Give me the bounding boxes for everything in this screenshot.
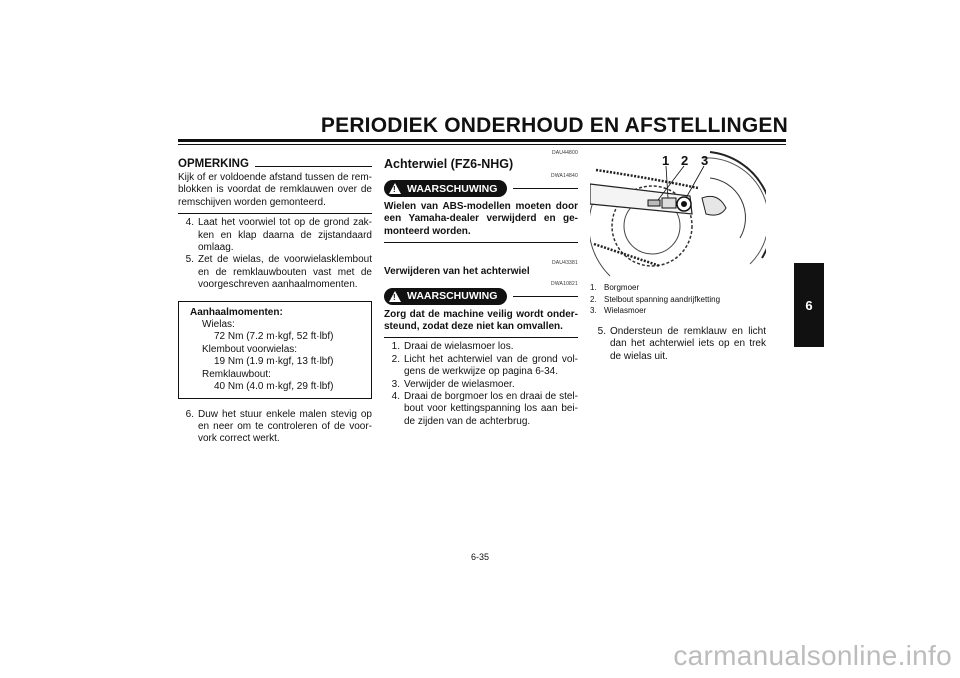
warning-banner	[384, 288, 578, 305]
section-title: Achterwiel (FZ6-NHG)	[384, 157, 514, 171]
note-end-rule	[178, 213, 372, 214]
step-text: Laat het voorwiel tot op de grond zak-ken en klap daarna de zijstandaard omlaag.	[198, 217, 372, 254]
rear-wheel-figure	[590, 148, 766, 280]
note-heading-row	[178, 158, 372, 170]
step-text: Verwijder de wielasmoer.	[404, 378, 515, 390]
right-column	[590, 282, 780, 363]
caption-number: 2.	[590, 294, 597, 304]
step-number: 6.	[185, 408, 194, 420]
caption-text: Borgmoer	[604, 283, 640, 292]
list-item	[178, 254, 372, 291]
caption-text: Stelbout spanning aandrijfketting	[604, 294, 721, 304]
chain-upper	[596, 170, 698, 188]
note-heading: OPMERKING	[178, 158, 249, 170]
header-rule-thin	[178, 144, 786, 145]
list-item	[384, 354, 578, 379]
swingarm	[590, 184, 692, 214]
step-text: Ondersteun de remklauw en licht dan het achterwiel iets op en trek de wielas uit.	[610, 325, 766, 362]
caption-number: 1.	[590, 283, 597, 292]
warning-triangle-icon: !	[389, 183, 401, 194]
axle-nut-center	[681, 201, 687, 207]
chapter-tab: 6	[794, 263, 824, 347]
watermark: carmanualsonline.info	[673, 640, 952, 671]
callout-3: 3	[701, 153, 709, 168]
step-text: Draai de borgmoer los en draai de stel-bout voor kettingspanning los aan bei-de zijden van de achterbrug.	[404, 391, 578, 427]
torque-label: Klembout voorwielas:	[202, 343, 298, 355]
step-text: Duw het stuur enkele malen stevig op en neer om te controleren of de voor-vork correct werkt.	[198, 408, 372, 445]
note-text: Kijk of er voldoende afstand tussen de rem-blokken is voordat de remklauwen over de remschijven worden gemonteerd.	[178, 172, 372, 208]
warning-text: Zorg dat de machine veilig wordt onder-steund, zodat deze niet kan omvallen.	[384, 308, 578, 333]
warning-label: WAARSCHUWING	[407, 290, 498, 303]
step-number: 1.	[391, 341, 400, 353]
warning-end-rule	[384, 337, 578, 338]
warning-end-rule	[384, 242, 578, 243]
warning-label: WAARSCHUWING	[407, 182, 498, 195]
step-number: 2.	[391, 353, 400, 365]
caption-spacer	[590, 321, 766, 322]
middle-column	[384, 150, 578, 428]
list-item	[590, 326, 766, 363]
warning-code: DWA14840	[551, 173, 578, 179]
rear-wheel-illustration	[590, 148, 766, 280]
step-text: Draai de wielasmoer los.	[404, 341, 514, 353]
leader-line	[686, 166, 704, 198]
list-item	[178, 217, 372, 254]
caption-number: 3.	[590, 306, 597, 316]
adjusting-bolt	[648, 200, 660, 206]
torque-box	[178, 301, 372, 399]
step-number: 4.	[185, 217, 194, 229]
torque-value: 72 Nm (7.2 m·kgf, 52 ft·lbf)	[214, 331, 334, 343]
chain-lower	[594, 244, 660, 266]
warning-text: Wielen van ABS-modellen moeten door een Yamaha-dealer verwijderd en ge-monteerd worden.	[384, 201, 578, 237]
warning-badge	[384, 288, 507, 305]
callout-2: 2	[681, 153, 689, 168]
torque-box-title: Aanhaalmomenten:	[190, 306, 283, 318]
left-column	[178, 158, 372, 446]
step-number: 5.	[185, 254, 194, 266]
torque-value: 19 Nm (1.9 m·kgf, 13 ft·lbf)	[214, 356, 334, 368]
warning-badge	[384, 180, 507, 197]
page-number: 6-35	[470, 552, 489, 562]
caption-item	[590, 305, 780, 317]
list-item	[384, 391, 578, 428]
warning-banner	[384, 180, 578, 197]
sub-title: Verwijderen van het achterwiel	[384, 266, 530, 278]
torque-value: 40 Nm (4.0 m·kgf, 29 ft·lbf)	[214, 381, 334, 393]
locknut	[662, 198, 676, 208]
warning-rule	[513, 188, 578, 189]
brake-caliper	[702, 196, 726, 215]
section-code: DAU43381	[551, 260, 578, 267]
page-title: PERIODIEK ONDERHOUD EN AFSTELLINGEN	[320, 114, 788, 137]
torque-label: Remklauwbout:	[202, 368, 271, 380]
warning-code: DWA10821	[551, 280, 578, 287]
step-text: Licht het achterwiel van de grond vol-gens de werkwijze op pagina 6-34.	[404, 353, 578, 378]
step-text: Zet de wielas, de voorwielasklembout en de remklauwbouten vast met de voorgeschreven aanhaalmomenten.	[198, 254, 372, 291]
step-number: 3.	[391, 378, 400, 390]
warning-rule	[513, 296, 578, 297]
step-number: 4.	[391, 391, 400, 403]
header-rule	[178, 139, 786, 142]
step-number: 5.	[597, 325, 606, 337]
caption-item	[590, 294, 780, 306]
list-item	[384, 341, 578, 353]
warning-triangle-icon: !	[389, 291, 401, 302]
caption-item	[590, 282, 780, 294]
list-item	[384, 379, 578, 391]
note-heading-rule	[255, 166, 372, 167]
torque-label: Wielas:	[202, 319, 235, 331]
callout-1: 1	[662, 153, 670, 168]
list-item	[178, 409, 372, 446]
section-code: DAU44800	[551, 150, 578, 156]
caption-text: Wielasmoer	[604, 306, 647, 316]
